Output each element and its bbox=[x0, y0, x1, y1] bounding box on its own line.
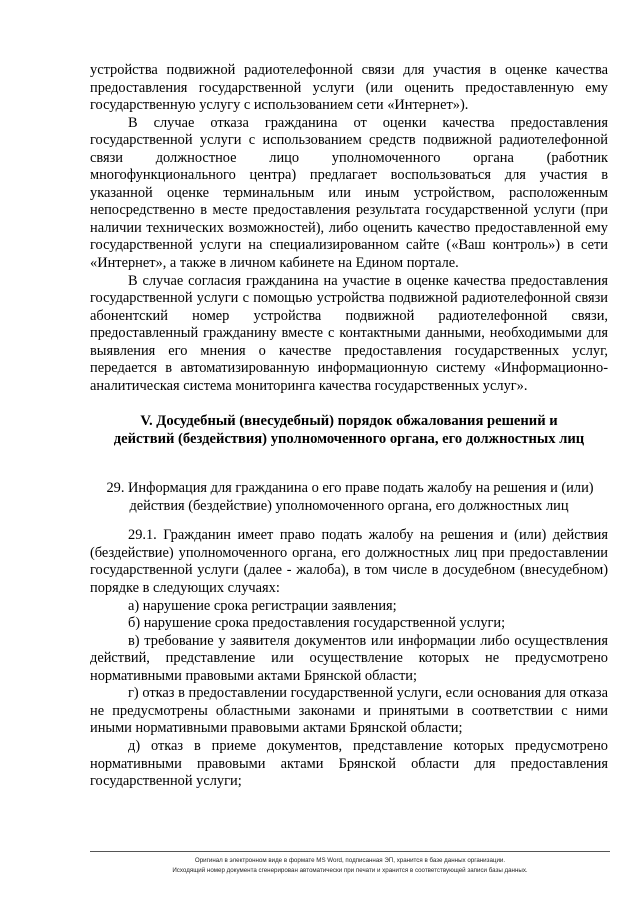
footer-line-1: Оригинал в электронном виде в формате MS Word, подписанная ЭП, хранится в базе данных организации. bbox=[194, 857, 506, 864]
footer-divider bbox=[90, 851, 610, 852]
list-item-g: г) отказ в предоставлении государственной услуги, если основания для отказа не предусмотрены областными законами и принятыми в соответствии с ними иными нормативными правовыми актами Брянской области; bbox=[90, 685, 608, 737]
list-item-a: а) нарушение срока регистрации заявления; bbox=[128, 597, 397, 614]
subheading-line-2: действия (бездействие) уполномоченного органа, его должностных лиц bbox=[129, 498, 569, 515]
footer-line-2: Исходящий номер документа сгенерирован автоматически при печати и хранится в соответствующей записи базы данных. bbox=[172, 867, 528, 874]
list-item-d: д) отказ в приеме документов, представление которых предусмотрено нормативными правовыми актами Брянской области для предоставления государственной услуги; bbox=[90, 737, 608, 790]
spacer bbox=[90, 515, 608, 527]
paragraph-continuation: устройства подвижной радиотелефонной связи для участия в оценке качества предоставления государственной услуги (или оценить предоставленную ему государственную услугу с использованием сети «Интернет»). bbox=[90, 62, 608, 114]
list-item-b: б) нарушение срока предоставления государственной услуги; bbox=[128, 615, 506, 632]
paragraph-consent-assessment: В случае согласия гражданина на участие в оценке качества предоставления государственной услуги с помощью устройства подвижной радиотелефонной связи абонентский номер устройства подвижной радиотелефонной связи, предоставленный гражданину вместе с контактными данными, необходимыми для выявления его мнения о качестве предоставления государственных услуг, передается в автоматизированную информационную систему «Информационно-аналитическая система мониторинга качества государственных услуг». bbox=[90, 272, 608, 394]
paragraph-refusal-assessment: В случае отказа гражданина от оценки качества предоставления государственной услуги с использованием средств подвижной радиотелефонной связи должностное лицо уполномоченного органа (работник многофункционального центра) предлагает воспользоваться для участия в указанной оценке терминальным или иным устройством, расположенным непосредственно в месте предоставления результата государственной услуги (при наличии технических возможностей), либо оценить качество предоставленной ему государственной услуги на специализированном сайте («Ваш контроль») в сети «Интернет», а также в личном кабинете на Едином портале. bbox=[90, 114, 608, 272]
list-item-v: в) требование у заявителя документов или информации либо осуществления действий, представление или осуществление которых не предусмотрено нормативными правовыми актами Брянской области; bbox=[90, 632, 608, 684]
paragraph-29-1: 29.1. Гражданин имеет право подать жалобу на решения и (или) действия (бездействие) уполномоченного органа, его должностных лиц при предоставлении государственной услуги (далее - жалоба), в том числе в досудебном (внесудебном) порядке в следующих случаях: bbox=[90, 527, 608, 597]
section-heading-line-1: V. Досудебный (внесудебный) порядок обжалования решений и bbox=[140, 413, 558, 430]
section-heading-line-2: действий (бездействия) уполномоченного органа, его должностных лиц bbox=[113, 431, 585, 448]
subheading-line-1: 29. Информация для гражданина о его праве подать жалобу на решения и (или) bbox=[106, 480, 594, 497]
document-body bbox=[90, 62, 608, 791]
